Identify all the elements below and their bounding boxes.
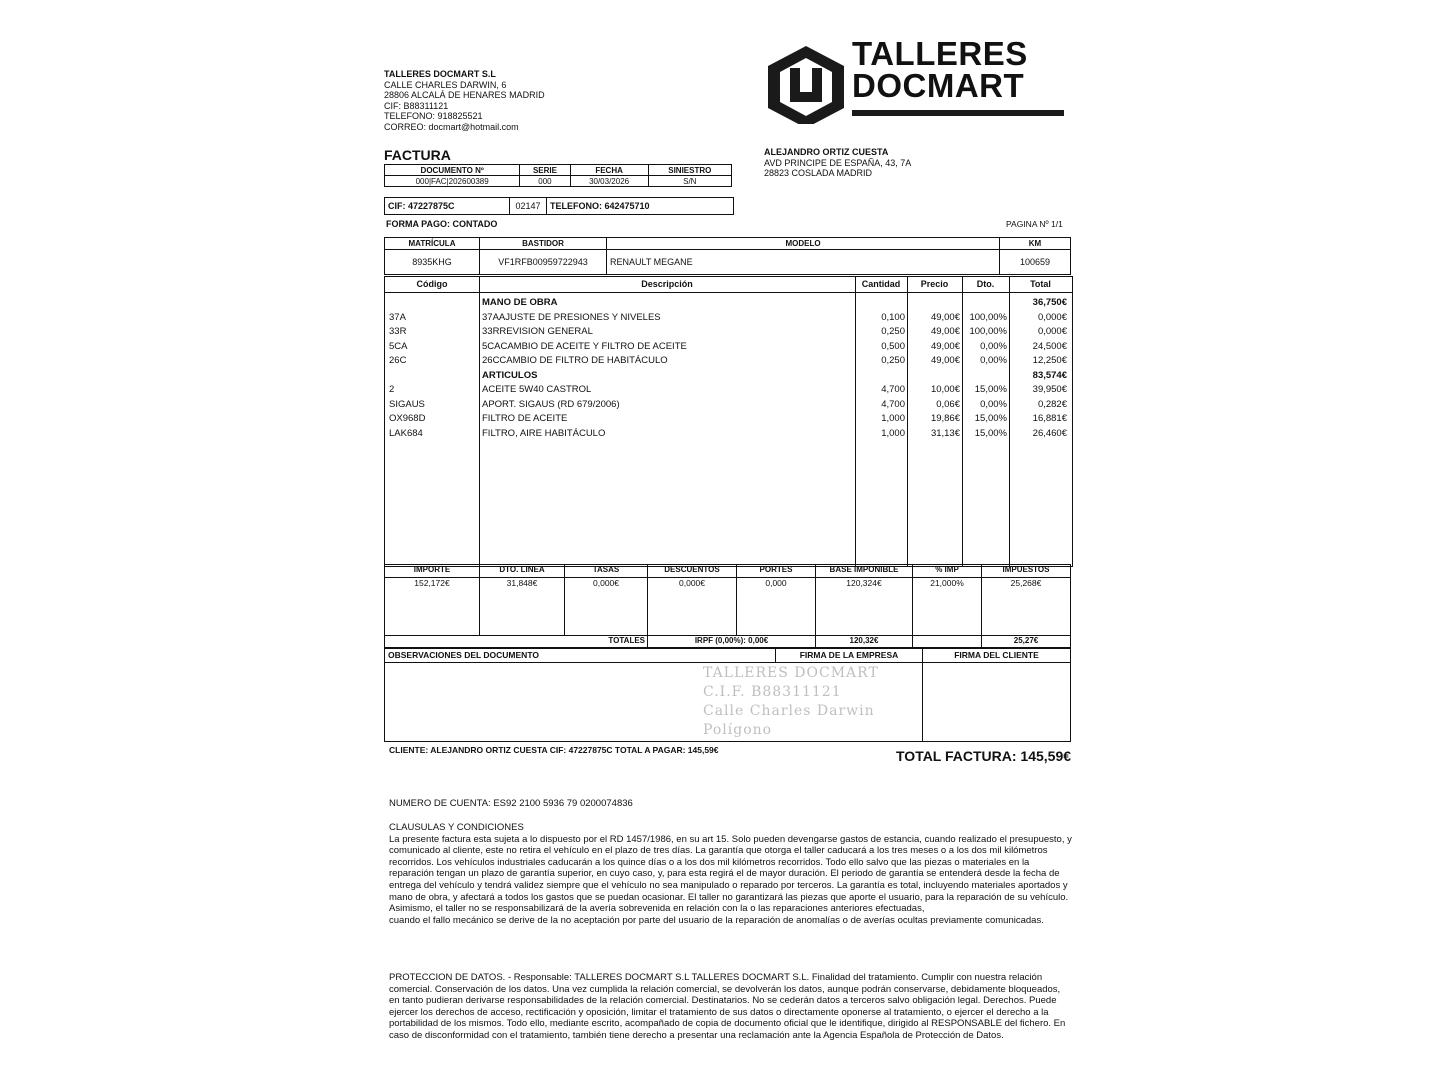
siniestro-header: SINIESTRO	[648, 165, 731, 176]
item-description: FILTRO, AIRE HABITÁCULO	[482, 427, 606, 439]
item-quantity: 4,700	[881, 398, 905, 410]
item-code: 2	[389, 384, 395, 395]
km-header: KM	[1000, 238, 1071, 250]
clauses-text-2: cuando el fallo mecánico se derive de la no aceptación por parte del usuario de la reparación de anomalías o de averías ocultas previamente comunicadas.	[389, 914, 1044, 926]
item-quantity: 0,500	[881, 340, 905, 352]
siniestro-value: S/N	[648, 176, 731, 187]
item-discount: 0,00%	[980, 398, 1007, 410]
tax-total: 25,27€	[982, 636, 1071, 649]
item-description: ARTICULOS	[482, 369, 538, 381]
item-description: 33RREVISION GENERAL	[482, 326, 593, 337]
item-total: 0,000€	[1037, 311, 1067, 323]
total-factura: TOTAL FACTURA: 145,59€	[896, 748, 1072, 764]
company-info	[384, 69, 545, 133]
item-price: 49,00€	[930, 311, 960, 323]
tasas-value: 0,000€	[565, 578, 648, 636]
portes-value: 0,000	[737, 578, 816, 636]
descuentos-value: 0,000€	[648, 578, 737, 636]
client-info	[764, 147, 911, 179]
modelo-header: MODELO	[607, 238, 1000, 250]
cantidad-header: Cantidad	[861, 279, 901, 289]
clauses-section	[389, 822, 1073, 926]
stamp-line: TALLERES DOCMART	[703, 665, 879, 681]
items-header-row	[385, 277, 1072, 293]
doc-number-header: DOCUMENTO Nº	[385, 165, 520, 176]
impuestos-header: IMPUESTOS	[982, 565, 1071, 578]
impuestos-value: 25,268€	[982, 578, 1071, 636]
doc-number-value: 000|FAC|202600389	[385, 176, 520, 187]
item-quantity: 0,100	[881, 311, 905, 323]
item-code: LAK684	[389, 427, 423, 439]
stamp-line: Polígono	[703, 722, 773, 738]
bastidor-header: BASTIDOR	[480, 238, 607, 250]
item-price: 19,86€	[930, 413, 960, 424]
item-discount: 15,00%	[974, 413, 1007, 424]
table-row	[385, 427, 1072, 441]
portes-header: PORTES	[737, 565, 816, 578]
serie-header: SERIE	[520, 165, 570, 176]
item-quantity: 0,250	[881, 355, 905, 366]
dto-header: Dto.	[976, 279, 995, 289]
modelo-value: RENAULT MEGANE	[607, 250, 1000, 275]
item-total: 0,282€	[1037, 398, 1067, 410]
company-phone: TELEFONO: 918825521	[384, 111, 483, 122]
item-quantity: 4,700	[881, 384, 905, 395]
item-description: APORT. SIGAUS (RD 679/2006)	[482, 398, 620, 410]
irpf-value: IRPF (0,00%): 0,00€	[648, 636, 816, 649]
table-row	[385, 398, 1072, 412]
item-description: 5CACAMBIO DE ACEITE Y FILTRO DE ACEITE	[482, 340, 687, 352]
item-discount: 100,00%	[969, 311, 1007, 323]
company-cif: CIF: B88311121	[384, 100, 449, 111]
firma-empresa-label: FIRMA DE LA EMPRESA	[776, 648, 923, 663]
item-discount: 0,00%	[980, 340, 1007, 352]
totales-label: TOTALES	[385, 636, 648, 649]
item-total: 12,250€	[1032, 355, 1067, 366]
item-price: 49,00€	[930, 355, 960, 366]
km-value: 100659	[1000, 250, 1071, 275]
item-total: 36,750€	[1032, 297, 1067, 308]
observations-label: OBSERVACIONES DEL DOCUMENTO	[385, 648, 776, 663]
table-row	[385, 296, 1072, 310]
item-code: 37A	[389, 311, 406, 323]
bank-account: NUMERO DE CUENTA: ES92 2100 5936 79 0200074836	[389, 798, 633, 809]
item-quantity: 1,000	[881, 413, 905, 424]
item-code: SIGAUS	[389, 398, 425, 410]
item-price: 0,06€	[936, 398, 960, 410]
company-stamp	[703, 664, 893, 742]
dto-linea-value: 31,848€	[480, 578, 565, 636]
logo-text	[852, 35, 1028, 104]
bastidor-value: VF1RFB00959722943	[480, 250, 607, 275]
base-total: 120,32€	[816, 636, 913, 649]
item-total: 24,500€	[1032, 340, 1067, 352]
company-city: 28806 ALCALÁ DE HENARES MADRID	[384, 90, 545, 101]
item-discount: 100,00%	[969, 326, 1007, 337]
totals-table	[384, 564, 1071, 649]
client-city: 28823 COSLADA MADRID	[764, 168, 873, 178]
item-description: FILTRO DE ACEITE	[482, 413, 568, 424]
client-summary-line: CLIENTE: ALEJANDRO ORTIZ CUESTA CIF: 47227875C TOTAL A PAGAR: 145,59€	[389, 745, 719, 755]
item-discount: 15,00%	[974, 384, 1007, 395]
client-code: 02147	[510, 198, 547, 215]
item-total: 26,460€	[1032, 427, 1067, 439]
company-address: CALLE CHARLES DARWIN, 6	[384, 79, 507, 90]
pct-imp-header: % IMP	[913, 565, 982, 578]
clauses-text: La presente factura esta sujeta a lo dispuesto por el RD 1457/1986, en su art 15. Solo pueden devengarse gastos de estancia, cuando realizado el presupuesto, y comunicado al cliente, este no retira el vehículo en el plazo de tres días. La garantía que otorga el taller caducará a los tres meses o a los dos mil kilómetros recorridos. Los vehículos industriales caducarán a los quince días o a los dos mil kilómetros recorridos. Todo ello salvo que las piezas o materiales en la reparación tengan un plazo de garantía superior, en cuyo caso, y, para esta regirá el de mayor duración. El periodo de garantía se entenderá desde la fecha de entrega del vehículo y tendrá validez siempre que el vehículo no sea manipulado o reparado por terceros. La garantía es total, incluyendo materiales aportados y mano de obra, y afectará a todos los gastos que se puedan ocasionar. El taller no garantizará las piezas que aporte el usuario, para la reparación de su vehículo. Asimismo, el taller no se responsabilizará de la avería sobrevenida en relación con la o las reparaciones anteriores efectuadas,	[389, 833, 1072, 915]
importe-value: 152,172€	[385, 578, 480, 636]
fecha-header: FECHA	[570, 165, 648, 176]
total-header: Total	[1030, 279, 1051, 289]
base-imponible-header: BASE IMPONIBLE	[816, 565, 913, 578]
client-address: AVD PRINCIPE DE ESPAÑA, 43, 7A	[764, 157, 912, 168]
item-description: 37AAJUSTE DE PRESIONES Y NIVELES	[482, 311, 661, 323]
precio-header: Precio	[920, 279, 949, 289]
codigo-header: Código	[416, 279, 448, 289]
client-phone: TELEFONO: 642475710	[547, 198, 734, 215]
firma-cliente-label: FIRMA DEL CLIENTE	[923, 648, 1071, 663]
logo-line2: DOCMART	[852, 67, 1025, 104]
item-code: OX968D	[389, 413, 426, 424]
data-protection-text: PROTECCION DE DATOS. - Responsable: TALLERES DOCMART S.L TALLERES DOCMART S.L. Finalidad del tratamiento. Cumplir con nuestra relación comercial. Conservación de los datos. Una vez cumplida la relación comercial, se devolverán los datos, aunque podrán conservarse, debidamente bloqueados, en tanto pudieran derivarse responsabilidades de la relación comercial. Destinatarios. No se cederán datos a terceros salvo obligación legal. Derechos. Puede ejercer los derechos de acceso, rectificación y oposición, limitar el tratamiento de sus datos o directamente oponerse al tratamiento, o ejercer el derecho a la portabilidad de los mismos. Todo ello, mediante escrito, acompañado de copia de documento oficial que le identifique, dirigido al RESPONSABLE del fichero. En caso de disconformidad con el tratamiento, también tiene derecho a presentar una reclamación ante la Agencia Española de Protección de Datos.	[389, 972, 1066, 1041]
item-code: 33R	[389, 326, 407, 337]
item-quantity: 1,000	[881, 427, 905, 439]
logo-line1: TALLERES	[852, 35, 1028, 72]
invoice-title: FACTURA	[384, 147, 451, 163]
item-price: 31,13€	[930, 427, 960, 439]
company-email: CORREO: docmart@hotmail.com	[384, 121, 519, 132]
item-discount: 0,00%	[980, 355, 1007, 366]
table-row	[385, 340, 1072, 354]
client-cif-table	[384, 197, 734, 215]
pct-imp-value: 21,000%	[913, 578, 982, 636]
importe-header: IMPORTE	[385, 565, 480, 578]
client-cif: CIF: 47227875C	[385, 198, 510, 215]
item-discount: 15,00%	[974, 427, 1007, 439]
serie-value: 000	[520, 176, 570, 187]
table-row	[385, 311, 1072, 325]
item-total: 0,000€	[1037, 326, 1067, 337]
item-description: 26CCAMBIO DE FILTRO DE HABITÁCULO	[482, 355, 668, 366]
fecha-value: 30/03/2026	[570, 176, 648, 187]
item-code: 26C	[389, 355, 407, 366]
item-total: 83,574€	[1032, 369, 1067, 381]
item-description: MANO DE OBRA	[482, 297, 558, 308]
table-row	[385, 412, 1072, 426]
clauses-title: CLAUSULAS Y CONDICIONES	[389, 822, 524, 833]
stamp-line: Calle Charles Darwin	[703, 703, 875, 719]
item-price: 49,00€	[930, 340, 960, 352]
table-row	[385, 354, 1072, 368]
client-name: ALEJANDRO ORTIZ CUESTA	[764, 147, 889, 157]
dto-linea-header: DTO. LINEA	[480, 565, 565, 578]
item-total: 16,881€	[1032, 413, 1067, 424]
descripcion-header: Descripción	[641, 279, 693, 289]
item-price: 49,00€	[930, 326, 960, 337]
client-signature-area	[923, 663, 1071, 742]
item-total: 39,950€	[1032, 384, 1067, 395]
company-name: TALLERES DOCMART S.L	[384, 69, 496, 79]
invoice-header-table	[384, 164, 732, 187]
table-row	[385, 325, 1072, 339]
items-table	[384, 276, 1073, 567]
item-quantity: 0,250	[881, 326, 905, 337]
item-code: 5CA	[389, 340, 408, 352]
page-number: PAGINA Nº 1/1	[1006, 219, 1063, 229]
matricula-header: MATRÍCULA	[385, 238, 480, 250]
tasas-header: TASAS	[565, 565, 648, 578]
item-description: ACEITE 5W40 CASTROL	[482, 384, 592, 395]
table-row	[385, 383, 1072, 397]
matricula-value: 8935KHG	[385, 250, 480, 275]
base-imponible-value: 120,324€	[816, 578, 913, 636]
item-price: 10,00€	[930, 384, 960, 395]
stamp-line: C.I.F. B88311121	[703, 684, 842, 700]
payment-method: FORMA PAGO: CONTADO	[386, 219, 498, 229]
descuentos-header: DESCUENTOS	[648, 565, 737, 578]
vehicle-table	[384, 237, 1071, 275]
table-row	[385, 369, 1072, 383]
